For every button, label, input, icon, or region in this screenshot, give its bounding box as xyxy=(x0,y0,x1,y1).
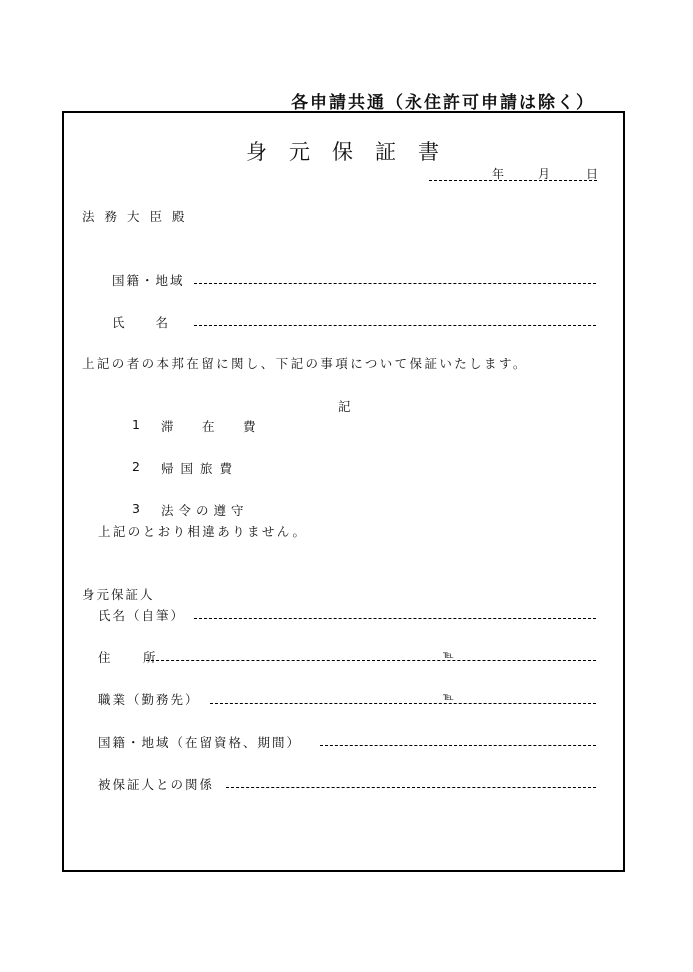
header-note: 各申請共通（永住許可申請は除く） xyxy=(291,93,595,113)
guarantor-relationship-label: 被保証人との関係 xyxy=(98,777,215,792)
guarantor-name-label: 氏名（自筆） xyxy=(98,608,186,623)
address-tel-label: ℡ xyxy=(443,650,454,661)
item-number-3: 3 xyxy=(132,501,150,516)
date-year-label: 年 xyxy=(492,167,505,181)
nationality-label: 国籍・地域 xyxy=(112,273,185,288)
item-number-1: 1 xyxy=(132,417,150,432)
guarantor-heading: 身元保証人 xyxy=(82,587,155,602)
item-text-1: 滞 在 費 xyxy=(161,419,264,434)
nationality-field[interactable] xyxy=(194,283,596,284)
guarantor-occupation-field[interactable] xyxy=(210,703,596,704)
addressee: 法務大臣殿 xyxy=(82,209,195,224)
document-title: 身元保証書 xyxy=(246,140,461,164)
name-label: 氏 名 xyxy=(112,315,171,330)
guarantor-nationality-label: 国籍・地域（在留資格、期間） xyxy=(98,735,302,750)
occupation-tel-label: ℡ xyxy=(443,692,454,703)
name-field[interactable] xyxy=(194,325,596,326)
date-month-label: 月 xyxy=(538,167,551,181)
confirmation-text: 上記のとおり相違ありません。 xyxy=(98,524,308,539)
item-text-2: 帰国旅費 xyxy=(161,461,240,476)
guarantor-occupation-label: 職業（勤務先） xyxy=(98,692,200,707)
guarantor-address-field[interactable] xyxy=(146,660,596,661)
guarantor-name-field[interactable] xyxy=(194,618,596,619)
guarantor-address-label: 住 所 xyxy=(98,650,166,665)
item-text-3: 法令の遵守 xyxy=(161,503,249,518)
date-field-line[interactable] xyxy=(429,180,597,181)
form-frame xyxy=(62,111,625,872)
item-number-2: 2 xyxy=(132,459,150,474)
date-day-label: 日 xyxy=(586,167,599,181)
guarantor-nationality-field[interactable] xyxy=(320,745,596,746)
ki-heading: 記 xyxy=(338,399,353,414)
guarantor-relationship-field[interactable] xyxy=(226,787,596,788)
guarantee-statement: 上記の者の本邦在留に関し、下記の事項について保証いたします。 xyxy=(82,356,528,371)
